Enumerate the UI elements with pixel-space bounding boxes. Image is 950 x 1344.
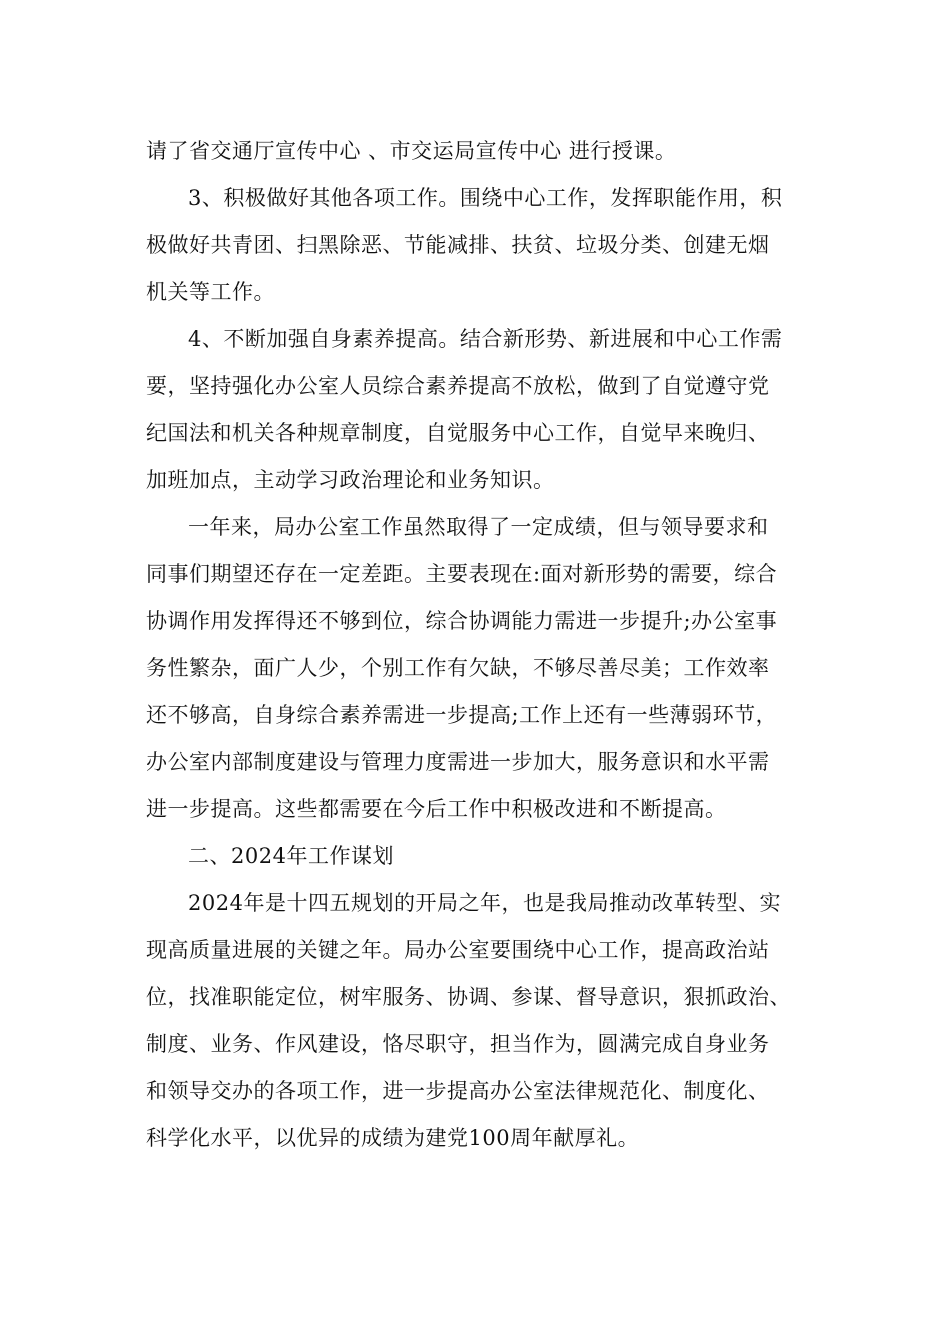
text-line: 一年来，局办公室工作虽然取得了一定成绩，但与领导要求和 [188, 515, 769, 539]
text-line: 极做好共青团、扫黑除恶、节能减排、扶贫、垃圾分类、创建无烟 [146, 233, 770, 257]
text-line: 3、积极做好其他各项工作。围绕中心工作，发挥职能作用，积 [188, 186, 783, 210]
text-line: 还不够高，自身综合素养需进一步提高;工作上还有一些薄弱环节， [146, 703, 778, 727]
text-line: 现高质量进展的关键之年。局办公室要围绕中心工作，提高政治站 [146, 938, 770, 962]
text-line: 请了省交通厅宣传中心 、市交运局宣传中心 进行授课。 [146, 139, 677, 163]
section-heading: 二、2024年工作谋划 [188, 844, 394, 868]
text-line: 协调作用发挥得还不够到位，综合协调能力需进一步提升;办公室事 [146, 609, 778, 633]
text-line: 进一步提高。这些都需要在今后工作中积极改进和不断提高。 [146, 797, 727, 821]
text-line: 制度、业务、作风建设，恪尽职守，担当作为，圆满完成自身业务 [146, 1032, 770, 1056]
text-line: 要，坚持强化办公室人员综合素养提高不放松，做到了自觉遵守党 [146, 374, 770, 398]
text-line: 加班加点，主动学习政治理论和业务知识。 [146, 468, 555, 492]
text-line: 同事们期望还存在一定差距。主要表现在:面对新形势的需要，综合 [146, 562, 778, 586]
text-line: 和领导交办的各项工作，进一步提高办公室法律规范化、制度化、 [146, 1079, 770, 1103]
text-line: 纪国法和机关各种规章制度，自觉服务中心工作，自觉早来晚归、 [146, 421, 770, 445]
text-line: 4、不断加强自身素养提高。结合新形势、新进展和中心工作需 [188, 327, 783, 351]
document-body [146, 128, 816, 1162]
text-line: 科学化水平，以优异的成绩为建党100周年献厚礼。 [146, 1126, 640, 1150]
text-line: 2024年是十四五规划的开局之年，也是我局推动改革转型、实 [188, 891, 781, 915]
text-line: 办公室内部制度建设与管理力度需进一步加大，服务意识和水平需 [146, 750, 770, 774]
text-line: 位，找准职能定位，树牢服务、协调、参谋、督导意识，狠抓政治、 [146, 985, 791, 1009]
text-line: 机关等工作。 [146, 280, 275, 304]
text-line: 务性繁杂，面广人少，个别工作有欠缺，不够尽善尽美；工作效率 [146, 656, 770, 680]
